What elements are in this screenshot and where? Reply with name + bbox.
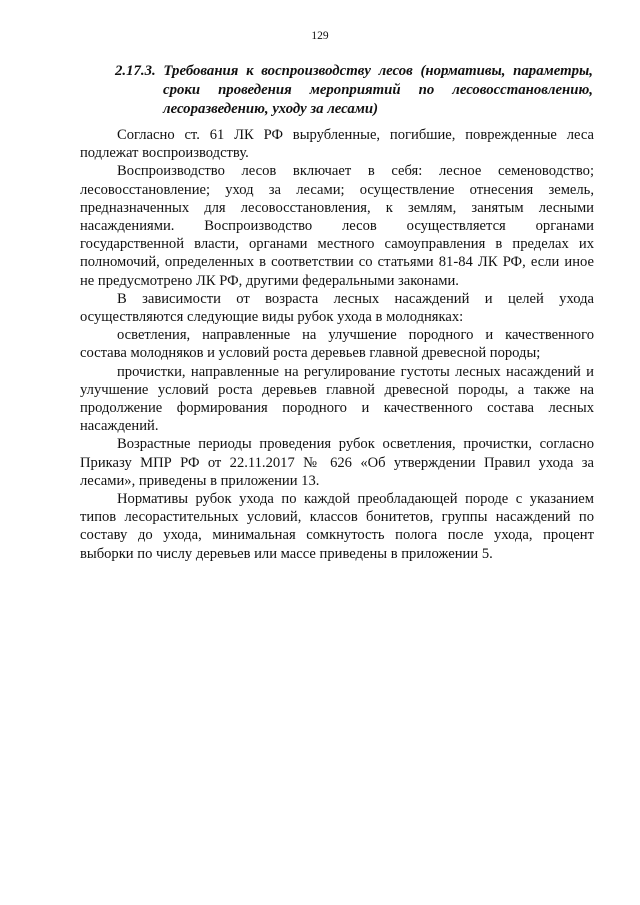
paragraph-cleaning-cuts: осветления, направленные на улучшение породного и качественного состава молодняков и условий роста деревьев главной древесной породы;: [80, 327, 594, 362]
paragraph-reproduction-scope: Воспроизводство лесов включает в себя: лесное семеноводство; лесовосстановление; уход за лесами; осуществление отнесения земель, предназначенных для лесовосстановления, к землям, занятым лесными насаждениями. Воспроизводство лесов осуществляется органами государственной власти, органами местного самоуправления в пределах их полномочий, определенных в соответствии со статьями 81-84 ЛК РФ, если иное не предусмотрено ЛК РФ, другими федеральными законами.: [80, 163, 594, 289]
paragraph-reproduction-obligation: Согласно ст. 61 ЛК РФ вырубленные, погибшие, поврежденные леса подлежат воспроизводству.: [80, 127, 594, 162]
section-heading-line-2: сроки проведения мероприятий по лесовосстановлению,: [163, 82, 593, 98]
paragraph-thinning-norms: Нормативы рубок ухода по каждой преобладающей породе с указанием типов лесорастительных условий, классов бонитетов, группы насаждений по составу до ухода, минимальная сомкнутость полога после ухода, процент выборки по числу деревьев или массе приведены в приложении 5.: [80, 491, 594, 562]
section-heading-line-3: лесоразведению, уходу за лесами): [163, 101, 379, 117]
document-body: [80, 126, 594, 563]
section-heading: [115, 62, 593, 119]
paragraph-thinning-cuts: прочистки, направленные на регулирование густоты лесных насаждений и улучшение условий роста деревьев главной древесной породы, а также на продолжение формирования породного и качественного состава лесных насаждений.: [80, 363, 594, 435]
paragraph-age-periods: Возрастные периоды проведения рубок осветления, прочистки, согласно Приказу МПР РФ от 22.11.2017 № 626 «Об утверждении Правил ухода за лесами», приведены в приложении 13.: [80, 436, 594, 489]
paragraph-thinning-types-intro: В зависимости от возраста лесных насаждений и целей ухода осуществляются следующие виды рубок ухода в молодняках:: [80, 290, 594, 326]
page-number: 129: [311, 30, 329, 42]
section-heading-line-1: 2.17.3. Требования к воспроизводству лесов (нормативы, параметры,: [115, 63, 593, 79]
